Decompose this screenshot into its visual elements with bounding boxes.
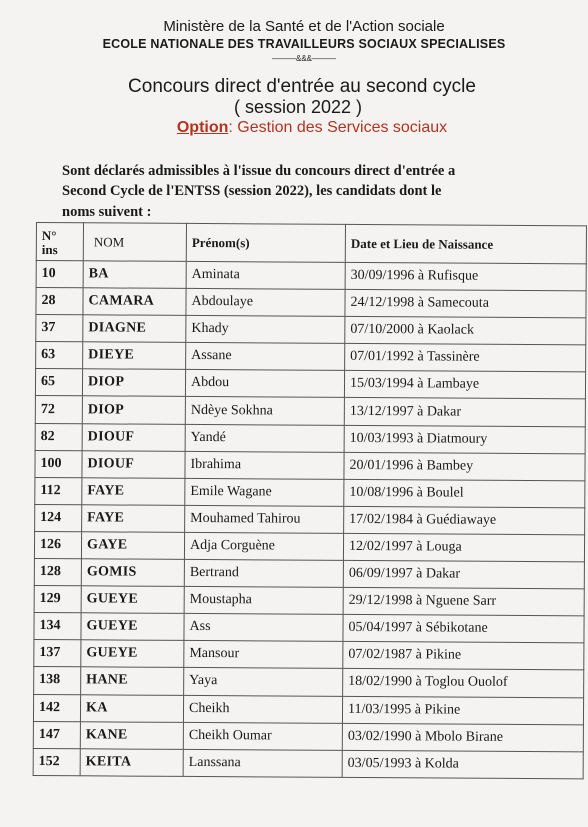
- cell-prenom: Moustapha: [184, 587, 343, 615]
- cell-date-lieu: 10/08/1996 à Boulel: [344, 479, 585, 508]
- col-header-num: [36, 223, 83, 261]
- cell-date-lieu: 03/05/1993 à Kolda: [342, 750, 583, 779]
- table-row: [35, 396, 585, 426]
- intro-line-3: noms suivent :: [62, 204, 152, 220]
- intro-line-2: Second Cycle de l'ENTSS (session 2022), les candidats dont le: [62, 183, 442, 199]
- cell-date-lieu: 07/02/1987 à Pikine: [343, 642, 584, 671]
- table-row: [36, 261, 586, 291]
- session-label: ( session 2022 ): [233, 97, 363, 117]
- cell-prenom: Emile Wagane: [185, 478, 344, 506]
- cell-date-lieu: 05/04/1997 à Sébikotane: [343, 615, 584, 644]
- cell-date-lieu: 17/02/1984 à Guédiawaye: [344, 506, 585, 535]
- school-title: ECOLE NATIONALE DES TRAVAILLEURS SOCIAUX SPECIALISES: [102, 37, 506, 51]
- cell-nom: DIEYE: [83, 342, 186, 370]
- cell-date-lieu: 30/09/1996 à Rufisque: [345, 262, 586, 291]
- cell-prenom: Bertrand: [184, 559, 343, 587]
- cell-nom: DIOP: [82, 396, 185, 424]
- cell-date-lieu: 18/02/1990 à Toglou Ouolof: [343, 669, 584, 698]
- cell-nom: GUEYE: [81, 586, 184, 614]
- cell-num: 63: [36, 342, 83, 369]
- cell-num: 152: [33, 748, 80, 775]
- table-row: [33, 748, 583, 778]
- cell-nom: FAYE: [82, 505, 185, 533]
- cell-num: 82: [35, 423, 82, 450]
- table-row: [35, 369, 585, 399]
- table-row: [33, 694, 583, 724]
- ministry-title: Ministère de la Santé et de l'Action sociale: [163, 18, 445, 35]
- cell-prenom: Aminata: [186, 261, 345, 289]
- table-row: [34, 667, 584, 697]
- cell-prenom: Lanssana: [183, 749, 342, 777]
- cell-prenom: Adja Corguène: [184, 532, 343, 560]
- table-row: [35, 423, 585, 453]
- contest-title: Concours direct d'entrée au second cycle: [128, 76, 476, 97]
- table-header-row: [36, 223, 586, 264]
- cell-num: 137: [34, 640, 81, 667]
- cell-prenom: Khady: [186, 316, 345, 344]
- col-header-nom: NOM: [83, 223, 186, 262]
- table-row: [35, 477, 585, 507]
- table-row: [35, 504, 585, 534]
- cell-date-lieu: 15/03/1994 à Lambaye: [344, 371, 585, 400]
- cell-num: 72: [35, 396, 82, 423]
- cell-num: 134: [34, 613, 81, 640]
- cell-date-lieu: 24/12/1998 à Samecouta: [345, 289, 586, 318]
- option-value: : Gestion des Services sociaux: [228, 119, 448, 136]
- cell-nom: GUEYE: [81, 613, 184, 641]
- intro-line-1: Sont déclarés admissibles à l'issue du concours direct d'entrée a: [62, 163, 456, 179]
- table-row: [36, 315, 586, 345]
- cell-num: 128: [34, 559, 81, 586]
- option-line: [18, 119, 588, 137]
- cell-nom: FAYE: [82, 478, 185, 506]
- cell-prenom: Cheikh: [183, 695, 342, 723]
- cell-num: 65: [35, 369, 82, 396]
- cell-num: 147: [33, 721, 80, 748]
- cell-prenom: Cheikh Oumar: [183, 722, 342, 750]
- cell-num: 100: [35, 450, 82, 477]
- cell-num: 126: [34, 531, 81, 558]
- table-row: [33, 721, 583, 751]
- cell-nom: DIOUF: [82, 423, 185, 451]
- table-row: [36, 342, 586, 372]
- cell-prenom: Ass: [184, 614, 343, 642]
- cell-nom: CAMARA: [83, 288, 186, 316]
- cell-date-lieu: 12/02/1997 à Louga: [343, 533, 584, 562]
- cell-nom: HANE: [81, 667, 184, 695]
- cell-nom: DIOUF: [82, 450, 185, 478]
- table-row: [36, 288, 586, 318]
- cell-num: 129: [34, 586, 81, 613]
- option-label: Option: [176, 119, 229, 136]
- cell-prenom: Ndèye Sokhna: [185, 397, 344, 425]
- cell-nom: DIOP: [82, 369, 185, 397]
- cell-nom: KANE: [80, 721, 183, 749]
- cell-nom: GOMIS: [81, 559, 184, 587]
- cell-date-lieu: 29/12/1998 à Nguene Sarr: [343, 588, 584, 617]
- cell-prenom: Mouhamed Tahirou: [185, 505, 344, 533]
- cell-num: 28: [36, 288, 83, 315]
- cell-date-lieu: 07/01/1992 à Tassinère: [345, 344, 586, 373]
- col-header-prenom: Prénom(s): [186, 223, 345, 262]
- cell-date-lieu: 03/02/1990 à Mbolo Birane: [342, 723, 583, 752]
- cell-nom: KEITA: [80, 748, 183, 776]
- cell-prenom: Yaya: [184, 668, 343, 696]
- cell-date-lieu: 10/03/1993 à Diatmoury: [344, 425, 585, 454]
- cell-date-lieu: 20/01/1996 à Bambey: [344, 452, 585, 481]
- table-row: [34, 586, 584, 616]
- table-row: [35, 450, 585, 480]
- col-header-date-lieu: Date et Lieu de Naissance: [345, 224, 586, 263]
- cell-nom: KA: [80, 694, 183, 722]
- cell-prenom: Assane: [186, 343, 345, 371]
- cell-num: 37: [36, 315, 83, 342]
- cell-nom: DIAGNE: [83, 315, 186, 343]
- cell-prenom: Mansour: [184, 641, 343, 669]
- cell-num: 142: [33, 694, 80, 721]
- cell-nom: BA: [83, 261, 186, 289]
- cell-num: 138: [34, 667, 81, 694]
- cell-nom: GUEYE: [81, 640, 184, 668]
- cell-date-lieu: 11/03/1995 à Pikine: [342, 696, 583, 725]
- cell-prenom: Ibrahima: [185, 451, 344, 479]
- cell-num: 10: [36, 261, 83, 288]
- table-row: [34, 613, 584, 643]
- cell-date-lieu: 13/12/1997 à Dakar: [344, 398, 585, 427]
- cell-nom: GAYE: [81, 532, 184, 560]
- cell-date-lieu: 06/09/1997 à Dakar: [343, 560, 584, 589]
- table-row: [34, 559, 584, 589]
- cell-date-lieu: 07/10/2000 à Kaolack: [345, 317, 586, 346]
- table-body: [33, 261, 586, 779]
- cell-num: 112: [35, 477, 82, 504]
- cell-prenom: Yandé: [185, 424, 344, 452]
- cell-num: 124: [35, 504, 82, 531]
- candidates-table: [33, 222, 587, 779]
- col-header-num-line2: ins: [41, 241, 58, 257]
- col-header-num-line1: N°: [41, 227, 57, 243]
- cell-prenom: Abdou: [185, 370, 344, 398]
- table-row: [34, 640, 584, 670]
- table-row: [34, 531, 584, 561]
- header-separator: ———&&&———: [271, 54, 336, 63]
- cell-prenom: Abdoulaye: [186, 289, 345, 317]
